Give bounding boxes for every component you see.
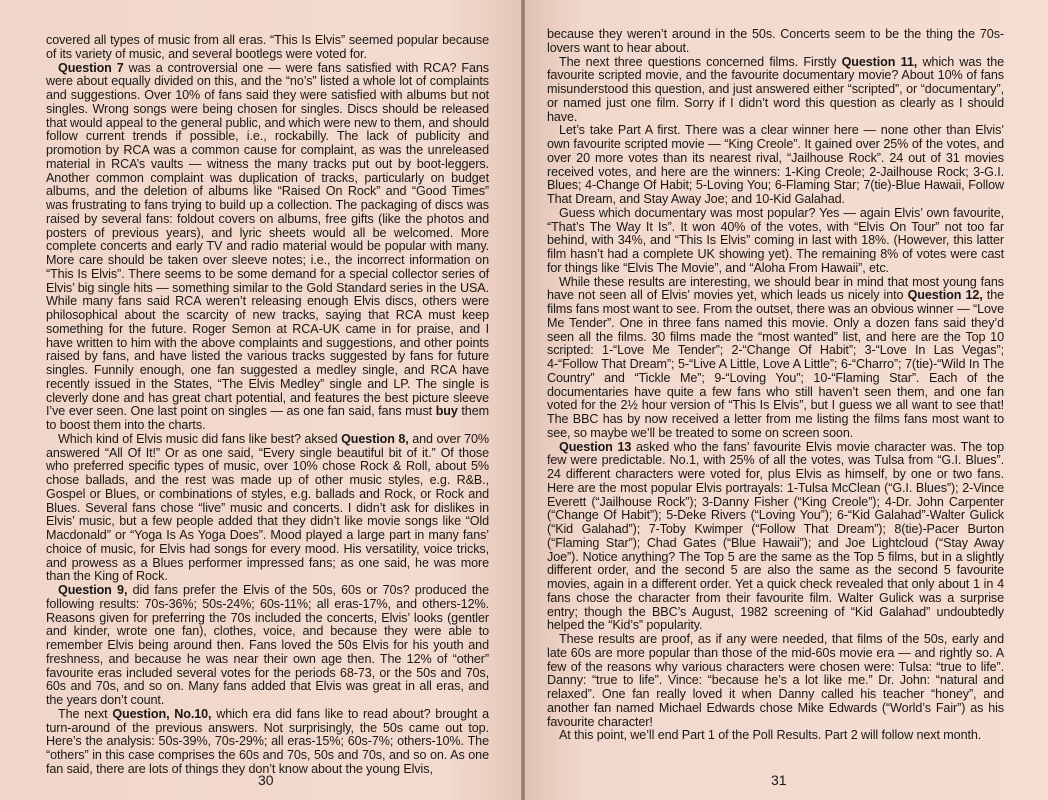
page-number: 31 (771, 772, 787, 788)
paragraph: Let’s take Part A first. There was a clear winner here — none other than Elvis’ own favourite scripted movie — “King Creole”. It gained over 25% of the votes, and over 20 more votes than its nearest rival, “Jailhouse Rock”. 24 out of 31 movies received votes, and here are the winners: 1-King Creole; 2-Jailhouse Rock; 3-G.I. Blues; 4-Change Of Habit; 5-Loving You; 6-Flaming Star; 7(tie)-Blue Hawaii, Follow That Dream, and Stay Away Joe; and 10-Kid Galahad. (547, 123, 1004, 206)
book-gutter (521, 0, 525, 800)
left-page (0, 0, 523, 800)
paragraph: Question 9, did fans prefer the Elvis of the 50s, 60s or 70s? produced the following results: 70s-36%; 50s-24%; 60s-11%; all eras-17%, and others-12%. Reasons given for preferring the 70s included the concerts, Elvis’ looks (gentler and kinder, wrote one fan), clothes, voice, and because they were able to remember Elvis being around then. Fans loved the 50s Elvis for his youth and freshness, and because he was near their own age then. The 12% of “other” favourite eras included several votes for the periods 68-73, or the 50s and 70s, 60s and 70s, and so on. Many fans added that Elvis was great in all eras, and the years don’t count. (46, 583, 489, 707)
question-heading: Question 8, (341, 431, 409, 446)
paragraph: At this point, we’ll end Part 1 of the Poll Results. Part 2 will follow next month. (559, 728, 982, 743)
question-heading: Question 13 (559, 439, 632, 454)
paragraph: Question 7 was a controversial one — were fans satisfied with RCA? Fans were about equally divided on this, and the “no’s” listed a whole lot of complaints and suggestions. Over 10% of fans said they were satisfied with albums but not singles. Wrong songs were being chosen for singles. Discs should be released that would appeal to the general public, and which were new to them, and should follow current trends if possible, i.e., rockabilly. The lack of publicity and promotion by RCA was a common cause for complaint, as was the unreleased material in RCA’s vaults — witness the many tracks put out by boot-leggers. Another common complaint was duplication of tracks, particularly on budget albums, and the deletion of albums like “Raised On Rock” and “Good Times” was frustrating to fans trying to build up a collection. The packaging of discs was raised by several fans: foldout covers on albums, free gifts (like the photos and posters of previous years), and lyric sheets would all be welcomed. More complete concerts and early TV and radio material would be popular with many. More care should be taken over sleeve notes; i.e., the incorrect information on “This Is Elvis”. There seems to be some demand for a special collector series of Elvis’ big single hits — something similar to the Gold Standard series in the USA. While many fans said RCA weren’t releasing enough Elvis discs, others were philosophical about the scarcity of new tracks, saying that RCA must keep something for the future. Roger Semon at RCA-UK came in for praise, and I have written to him with the above complaints and suggestions, and other points raised by fans, and have listed the various tracks suggested by fans for future singles. Funnily enough, one fan suggested a medley single, and RCA have recently issued in the States, “The Elvis Medley” single and LP. The single is cleverly done and has great chart potential, and features the best picture sleeve I’ve ever seen. One last point on singles — as one fan said, fans must buy them to boost them into the charts. (46, 60, 490, 432)
paragraph: Guess which documentary was most popular? Yes — again Elvis’ own favourite, “That’s The Way It Is”. It won 40% of the votes, with “Elvis On Tour” not too far behind, with 34%, and “This Is Elvis” coming in last with 18%. (However, this latter film hasn’t had a complete UK showing yet). The remaining 8% of votes were cast for things like “Elvis The Movie”, and “Aloha From Hawaii”, etc. (547, 205, 1004, 275)
question-heading: Question 9, (58, 583, 128, 597)
paragraph: These results are proof, as if any were needed, that films of the 50s, early and late 60s are more popular than those of the mid-60s movie era — and rightly so. A few of the reasons why various characters were chosen were: Tulsa: “true to life”. Danny: “true to life”. Vince: “because he’s a lot like me.” Dr. John: “natural and relaxed”. One fan really loved it when Danny called his teacher “honey”, and another fan named Michael Edwards chose Mike Edwards (“World’s Fair”) as his favourite character! (547, 632, 1004, 729)
question-heading: Question 12, (907, 288, 983, 303)
question-heading: Question, No.10, (112, 706, 212, 721)
paragraph: because they weren’t around in the 50s. Concerts seem to be the thing the 70s-lovers want to hear about. (547, 27, 1004, 55)
paragraph: covered all types of music from all eras. “This Is Elvis” seemed popular because of its variety of music, and several bootlegs were voted for. (46, 33, 489, 61)
question-heading: Question 11, (841, 54, 918, 69)
right-column (547, 28, 1004, 743)
question-heading: Question 7 (58, 60, 124, 75)
paragraph: The next Question, No.10, which era did fans like to read about? brought a turn-around of the previous answers. Not surprisingly, the 50s came out top. Here’s the analysis: 50s-39%, 70s-29%; all eras-15%; 60s-7%; others-10%. The “others” in this case comprises the 60s and 70s, 50s and 70s, and so on. As one fan said, there are lots of things they don’t know about the young Elvis, (46, 706, 489, 776)
paragraph: Which kind of Elvis music did fans like best? aksed Question 8, and over 70% answered “All Of It!” Or as one said, “Every single beautiful bit of it.” Of those who preferred specific types of music, over 10% chose Rock & Roll, about 5% chose ballads, and the rest was made up of other music styles, e.g. R&B., Gospel or Blues, or combinations of styles, e.g. ballads and Rock, or Rock and Blues. Several fans chose “live” music and concerts. I didn’t ask for dislikes in Elvis’ music, but a few people added that they didn’t like movie songs like “Old Macdonald” or “Yoga Is As Yoga Does”. Mood played a large part in many fans’ choice of music, for Elvis had songs for every mood. His versatility, voice tricks, and prowess as a Blues performer impressed fans; as one said, he was more than the King of Rock. (46, 431, 489, 584)
page-number: 30 (258, 772, 274, 788)
right-page (523, 0, 1048, 800)
paragraph: While these results are interesting, we should bear in mind that most young fans have not seen all of Elvis’ movies yet, which leads us nicely into Question 12, the films fans most want to see. From the outset, there was an obvious winner — “Love Me Tender”. One in three fans named this movie. Only a dozen fans said they’d seen all the films. 30 films made the “most wanted” list, and here are the Top 10 scripted: 1-“Love Me Tender”; 2-“Change Of Habit”; 3-“Love In Las Vegas”; 4-“Follow That Dream”; 5-“Live A Little, Love A Little”; 6-“Charro”; 7(tie)-“Wild In The Country” and “Tickle Me”; 9-“Loving You”; 10-“Flaming Star”. Each of the documentaries have quite a few fans who still haven’t seen them, and one fan voted for the 2½ hour version of “This Is Elvis”, but I guess we all want to see that! The BBC has by now received a letter from me listing the films fans most want to see, so maybe we’ll be treated to some on screen soon. (547, 274, 1004, 440)
left-column (46, 34, 489, 777)
paragraph: Question 13 asked who the fans’ favourite Elvis movie character was. The top few were predictable. No.1, with 25% of all the votes, was Tulsa from “G.I. Blues”. 24 different characters were voted for, plus Elvis as himself, by one or two fans. Here are the most popular Elvis portrayals: 1-Tulsa McClean (“G.I. Blues”); 2-Vince Everett (“Jailhouse Rock”); 3-Danny Fisher (“King Creole”); 4-Dr. John Carpenter (“Change Of Habit”); 5-Deke Rivers (“Loving You”); 6-“Kid Galahad”-Walter Gulick (“Kid Galahad”); 7-Toby Kwimper (“Follow That Dream”); 8(tie)-Pacer Burton (“Flaming Star”); Chad Gates (“Blue Hawaii”); and Joe Lightcloud (“Stay Away Joe”). Notice anything? The Top 5 are the same as the Top 5 films, but in a slightly different order, and the second 5 are also the same as the second 5 favourite movies, again in a different order. Yet a quick check revealed that only about 1 in 4 fans chose the character from their favourite film. Walter Gulick was a surprise entry; though the BBC’s August, 1982 screening of “Kid Galahad” undoubtedly helped the “Kid’s” popularity. (547, 439, 1005, 633)
paragraph: The next three questions concerned films. Firstly Question 11, which was the favourite scripted movie, and the favourite documentary movie? About 10% of fans misunderstood this question, and just answered either “scripted”, or “documentary”, or named just one film. Sorry if I didn’t word this question as clearly as I should have. (547, 54, 1005, 124)
